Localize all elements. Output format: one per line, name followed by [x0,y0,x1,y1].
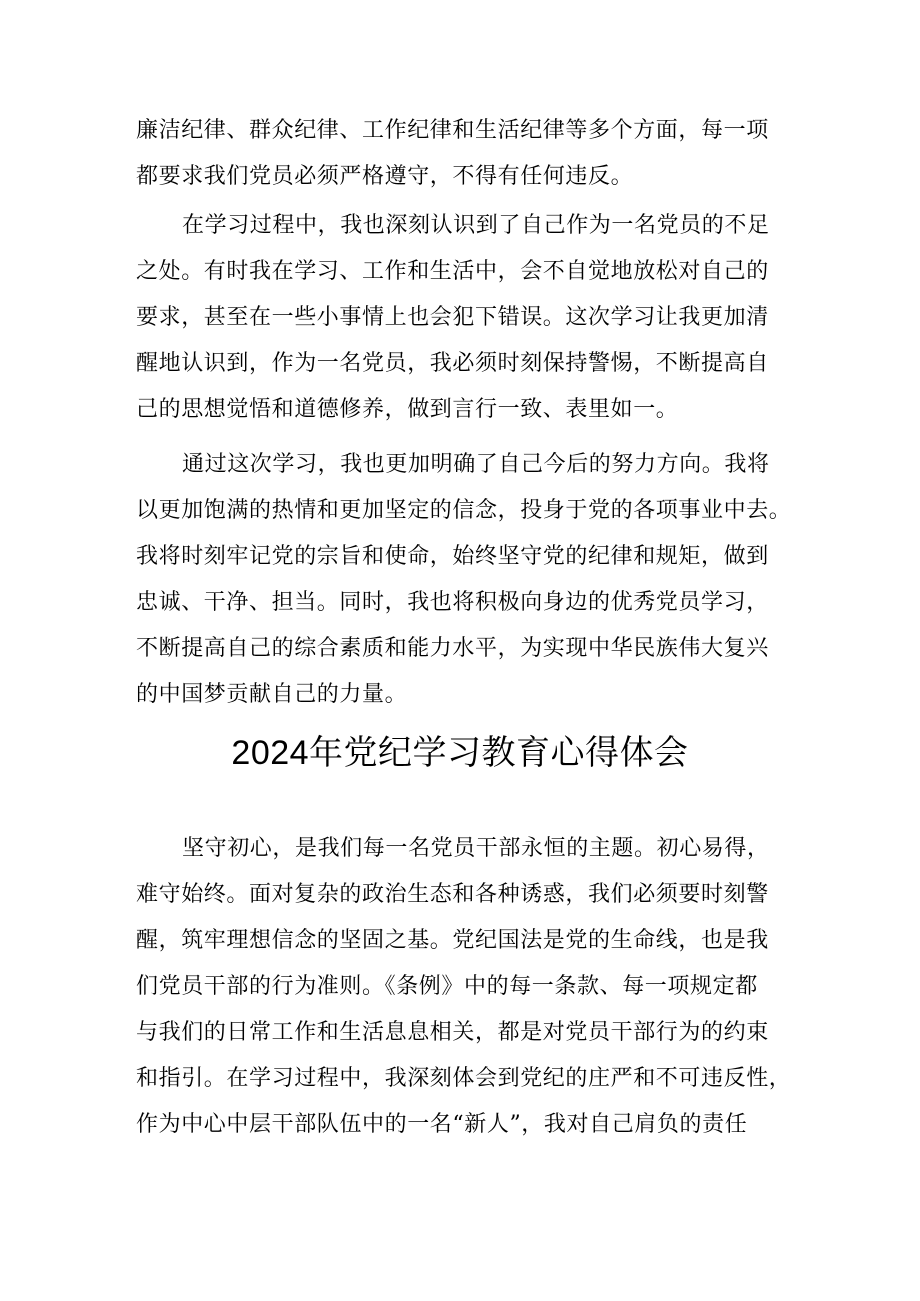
text-line: 在学习过程中，我也深刻认识到了自己作为一名党员的不足 [182,213,770,238]
paragraph-3 [136,442,796,718]
text-line: 己的思想觉悟和道德修养，做到言行一致、表里如一。 [136,397,679,422]
text-line: 作为中心中层干部队伍中的一名“新人”，我对自己肩负的责任 [136,1112,748,1137]
article-title: 2024年党纪学习教育心得体会 [231,734,689,772]
text-line: 的中国梦贡献自己的力量。 [136,682,408,707]
text-line: 我将时刻牢记党的宗旨和使命，始终坚守党的纪律和规矩，做到 [136,544,769,569]
text-line: 与我们的日常工作和生活息息相关，都是对党员干部行为的约束 [136,1020,769,1045]
text-line: 以更加饱满的热情和更加坚定的信念，投身于党的各项事业中去。 [136,498,792,523]
text-line: 廉洁纪律、群众纪律、工作纪律和生活纪律等多个方面，每一项 [136,118,769,143]
text-line: 和指引。在学习过程中，我深刻体会到党纪的庄严和不可违反性， [136,1066,792,1091]
text-line: 醒地认识到，作为一名党员，我必须时刻保持警惕，不断提高自 [136,351,769,376]
text-line: 通过这次学习，我也更加明确了自己今后的努力方向。我将 [182,452,770,477]
text-line: 醒，筑牢理想信念的坚固之基。党纪国法是党的生命线，也是我 [136,928,769,953]
text-line: 们党员干部的行为准则。《条例》中的每一条款、每一项规定都 [136,974,758,999]
paragraph-4 [136,826,796,1148]
text-line: 之处。有时我在学习、工作和生活中，会不自觉地放松对自己的 [136,259,769,284]
text-line: 不断提高自己的综合素质和能力水平，为实现中华民族伟大复兴 [136,636,769,661]
text-line: 忠诚、干净、担当。同时，我也将积极向身边的优秀党员学习， [136,590,769,615]
paragraph-1 [136,108,796,200]
text-line: 坚守初心，是我们每一名党员干部永恒的主题。初心易得， [182,836,770,861]
text-line: 要求，甚至在一些小事情上也会犯下错误。这次学习让我更加清 [136,305,769,330]
paragraph-2 [136,203,796,433]
text-line: 都要求我们党员必须严格遵守，不得有任何违反。 [136,164,634,189]
text-line: 难守始终。面对复杂的政治生态和各种诱惑，我们必须要时刻警 [136,882,769,907]
